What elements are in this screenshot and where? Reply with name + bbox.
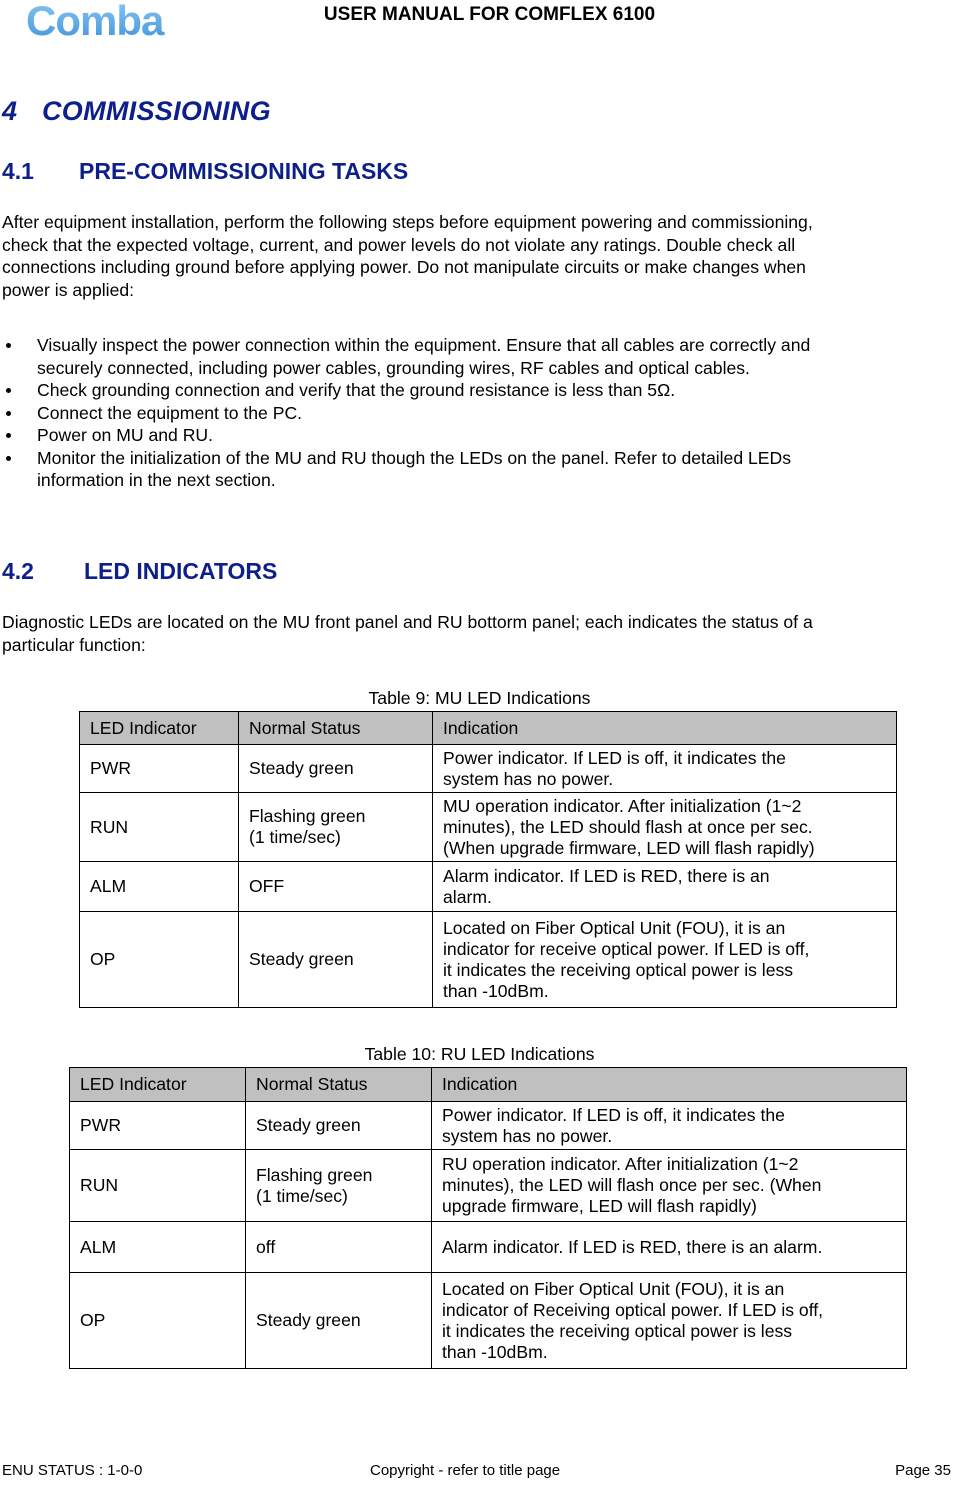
- cell-line: than -10dBm.: [442, 1341, 548, 1362]
- task-line: Check grounding connection and verify that the ground resistance is less than 5Ω.: [37, 380, 676, 400]
- indication-cell: [433, 793, 897, 862]
- cell-line: Flashing green: [249, 806, 366, 826]
- ru-led-table: [69, 1067, 907, 1369]
- cell-line: Power indicator. If LED is off, it indicates the: [443, 747, 786, 768]
- led-name-cell: RUN: [80, 793, 239, 862]
- indication-cell: [433, 745, 897, 793]
- led-name-cell: OP: [80, 912, 239, 1008]
- table-row: [70, 1150, 907, 1222]
- table-row: [70, 1102, 907, 1150]
- led-intro-paragraph: [2, 611, 958, 656]
- cell-line: system has no power.: [442, 1125, 613, 1146]
- cell-line: Located on Fiber Optical Unit (FOU), it is an: [443, 917, 786, 938]
- cell-line: it indicates the receiving optical power is less: [443, 959, 794, 980]
- cell-line: MU operation indicator. After initialization (1~2: [443, 795, 802, 816]
- cell-line: (1 time/sec): [256, 1185, 348, 1206]
- task-list: [2, 334, 958, 492]
- subsection-title: PRE-COMMISSIONING TASKS: [79, 158, 409, 184]
- table-9-caption: Table 9: MU LED Indications: [368, 688, 591, 708]
- indication-cell: [432, 1150, 907, 1222]
- indication-cell: [432, 1102, 907, 1150]
- header-cell: Normal Status: [239, 712, 433, 745]
- status-cell: [246, 1273, 432, 1369]
- cell-line: alarm.: [443, 886, 492, 907]
- cell-line: upgrade firmware, LED will flash rapidly): [442, 1196, 757, 1216]
- cell-line: minutes), the LED should flash at once per sec.: [443, 816, 813, 837]
- subsection-number: 4.2: [2, 558, 34, 584]
- footer-copyright: Copyright - refer to title page: [370, 1462, 561, 1479]
- task-line: Monitor the initialization of the MU and RU though the LEDs on the panel. Refer to detailed LEDs: [37, 447, 792, 468]
- status-cell: [246, 1102, 432, 1150]
- cell-line: Steady green: [256, 1310, 361, 1330]
- table-row: [80, 862, 897, 912]
- cell-line: (1 time/sec): [249, 827, 341, 847]
- task-item: [2, 334, 958, 379]
- table-row: [70, 1273, 907, 1369]
- led-name-cell: ALM: [70, 1222, 246, 1273]
- cell-line: Steady green: [249, 758, 354, 778]
- task-line: Power on MU and RU.: [37, 425, 214, 445]
- indication-cell: [433, 912, 897, 1008]
- led-name-cell: PWR: [80, 745, 239, 793]
- task-item: [2, 447, 958, 492]
- status-cell: [246, 1222, 432, 1273]
- task-item: [2, 402, 958, 425]
- footer-page-number: Page 35: [895, 1462, 951, 1479]
- task-item: [2, 379, 958, 402]
- paragraph-line: particular function:: [2, 634, 146, 655]
- led-name-cell: PWR: [70, 1102, 246, 1150]
- paragraph-line: power is applied:: [2, 279, 135, 300]
- table-row: [70, 1222, 907, 1273]
- cell-line: Power indicator. If LED is off, it indicates the: [442, 1104, 785, 1125]
- status-cell: [239, 793, 433, 862]
- task-line: information in the next section.: [37, 470, 276, 490]
- section-number: 4: [2, 96, 18, 126]
- indication-cell: [432, 1273, 907, 1369]
- cell-line: minutes), the LED will flash once per sec. (When: [442, 1175, 822, 1195]
- cell-line: it indicates the receiving optical power is less: [442, 1320, 793, 1341]
- cell-line: RU operation indicator. After initialization (1~2: [442, 1154, 799, 1174]
- subsection-heading-4-1: [2, 158, 408, 185]
- table-10-caption: Table 10: RU LED Indications: [364, 1044, 595, 1064]
- paragraph-line: check that the expected voltage, current, and power levels do not violate any ratings. Double check all: [2, 234, 796, 255]
- cell-line: off: [256, 1236, 276, 1257]
- status-cell: [239, 912, 433, 1008]
- cell-line: Alarm indicator. If LED is RED, there is an: [443, 865, 770, 886]
- subsection-title: LED INDICATORS: [84, 558, 278, 584]
- header-cell: LED Indicator: [80, 712, 239, 745]
- cell-line: (When upgrade firmware, LED will flash rapidly): [443, 837, 815, 858]
- status-cell: [246, 1150, 432, 1222]
- subsection-number: 4.1: [2, 158, 34, 184]
- header-cell: Indication: [433, 712, 897, 745]
- status-cell: [239, 745, 433, 793]
- table-row: [80, 912, 897, 1008]
- cell-line: Steady green: [249, 949, 354, 969]
- cell-line: system has no power.: [443, 768, 614, 789]
- cell-line: than -10dBm.: [443, 980, 549, 1001]
- cell-line: OFF: [249, 876, 285, 896]
- cell-line: Steady green: [256, 1115, 361, 1135]
- paragraph-line: connections including ground before applying power. Do not manipulate circuits or make changes when: [2, 257, 806, 277]
- led-name-cell: RUN: [70, 1150, 246, 1222]
- task-line: securely connected, including power cables, grounding wires, RF cables and optical cables.: [37, 357, 750, 378]
- table-header-row: [70, 1068, 907, 1102]
- indication-cell: [433, 862, 897, 912]
- table-header-row: [80, 712, 897, 745]
- cell-line: Alarm indicator. If LED is RED, there is an alarm.: [442, 1236, 823, 1257]
- cell-line: indicator for receive optical power. If LED is off,: [443, 938, 810, 959]
- led-name-cell: OP: [70, 1273, 246, 1369]
- task-line: Visually inspect the power connection within the equipment. Ensure that all cables are correctly and: [37, 335, 811, 355]
- footer-status: ENU STATUS : 1-0-0: [2, 1462, 143, 1479]
- cell-line: Located on Fiber Optical Unit (FOU), it is an: [442, 1278, 785, 1299]
- task-item: [2, 424, 958, 447]
- section-title: COMMISSIONING: [42, 96, 271, 126]
- subsection-heading-4-2: [2, 558, 277, 585]
- section-heading: [2, 96, 271, 127]
- indication-cell: [432, 1222, 907, 1273]
- header-cell: LED Indicator: [70, 1068, 246, 1102]
- table-row: [80, 793, 897, 862]
- intro-paragraph: [2, 211, 958, 301]
- paragraph-line: Diagnostic LEDs are located on the MU front panel and RU bottorm panel; each indicates the status of a: [2, 612, 813, 632]
- table-row: [80, 745, 897, 793]
- paragraph-line: After equipment installation, perform the following steps before equipment powering and commissioning,: [2, 212, 813, 232]
- header-cell: Normal Status: [246, 1068, 432, 1102]
- cell-line: indicator of Receiving optical power. If LED is off,: [442, 1299, 824, 1320]
- mu-led-table: [79, 711, 897, 1008]
- led-name-cell: ALM: [80, 862, 239, 912]
- header-title: USER MANUAL FOR COMFLEX 6100: [323, 4, 656, 25]
- header-cell: Indication: [432, 1068, 907, 1102]
- svg-text:Comba: Comba: [26, 2, 164, 42]
- cell-line: Flashing green: [256, 1164, 373, 1185]
- task-line: Connect the equipment to the PC.: [37, 402, 303, 423]
- status-cell: [239, 862, 433, 912]
